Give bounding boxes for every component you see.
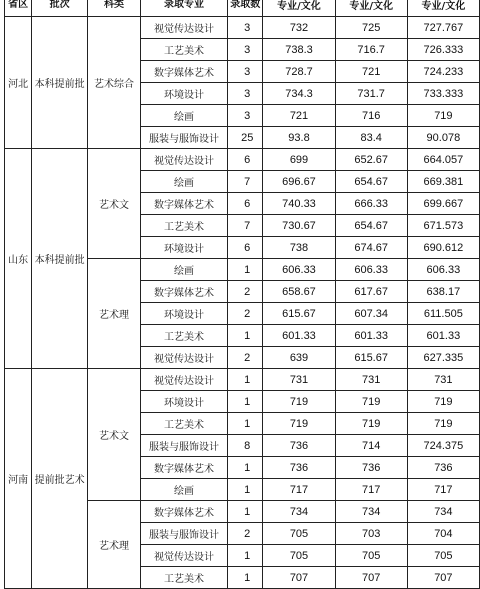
count-cell: 3 (228, 39, 263, 61)
max-score-cell: 707 (263, 567, 335, 589)
major-cell: 视觉传达设计 (140, 545, 227, 567)
avg-score-cell: 724.375 (407, 435, 479, 457)
avg-score-cell: 733.333 (407, 83, 479, 105)
header-avg-score (407, 0, 479, 17)
category-cell: 艺术理 (88, 259, 141, 369)
min-score-cell: 705 (335, 545, 407, 567)
category-cell: 艺术文 (88, 149, 141, 259)
min-score-cell: 731.7 (335, 83, 407, 105)
major-cell: 环境设计 (140, 391, 227, 413)
max-score-cell: 699 (263, 149, 335, 171)
max-score-cell: 731 (263, 369, 335, 391)
avg-score-cell: 719 (407, 105, 479, 127)
max-score-cell: 730.67 (263, 215, 335, 237)
major-cell: 环境设计 (140, 83, 227, 105)
major-cell: 视觉传达设计 (140, 17, 227, 39)
max-score-cell: 736 (263, 435, 335, 457)
avg-score-cell: 690.612 (407, 237, 479, 259)
major-cell: 视觉传达设计 (140, 369, 227, 391)
max-score-cell: 719 (263, 413, 335, 435)
min-score-cell: 674.67 (335, 237, 407, 259)
category-cell: 艺术综合 (88, 17, 141, 149)
avg-score-cell: 705 (407, 545, 479, 567)
min-score-cell: 654.67 (335, 171, 407, 193)
category-cell: 艺术理 (88, 501, 141, 589)
count-cell: 1 (228, 259, 263, 281)
min-score-cell: 654.67 (335, 215, 407, 237)
count-cell: 1 (228, 501, 263, 523)
avg-score-cell: 726.333 (407, 39, 479, 61)
major-cell: 视觉传达设计 (140, 149, 227, 171)
count-cell: 1 (228, 457, 263, 479)
major-cell: 绘画 (140, 479, 227, 501)
max-score-cell: 740.33 (263, 193, 335, 215)
avg-score-cell: 719 (407, 391, 479, 413)
count-cell: 6 (228, 193, 263, 215)
avg-score-cell: 638.17 (407, 281, 479, 303)
major-cell: 数字媒体艺术 (140, 501, 227, 523)
min-score-cell: 617.67 (335, 281, 407, 303)
count-cell: 1 (228, 325, 263, 347)
header-min-score-label: 专业/文化 (349, 1, 393, 12)
header-max-score-label: 专业/文化 (277, 1, 321, 12)
batch-cell: 本科提前批 (32, 149, 88, 369)
min-score-cell: 666.33 (335, 193, 407, 215)
avg-score-cell: 727.767 (407, 17, 479, 39)
count-cell: 3 (228, 17, 263, 39)
max-score-cell: 738.3 (263, 39, 335, 61)
max-score-cell: 734.3 (263, 83, 335, 105)
category-cell: 艺术文 (88, 369, 141, 501)
batch-cell: 提前批艺术 (32, 369, 88, 589)
min-score-cell: 606.33 (335, 259, 407, 281)
min-score-cell: 707 (335, 567, 407, 589)
major-cell: 工艺美术 (140, 413, 227, 435)
count-cell: 1 (228, 479, 263, 501)
max-score-cell: 639 (263, 347, 335, 369)
min-score-cell: 652.67 (335, 149, 407, 171)
header-batch: 批次 (32, 0, 88, 17)
max-score-cell: 705 (263, 523, 335, 545)
count-cell: 25 (228, 127, 263, 149)
max-score-cell: 736 (263, 457, 335, 479)
count-cell: 3 (228, 105, 263, 127)
min-score-cell: 725 (335, 17, 407, 39)
min-score-cell: 601.33 (335, 325, 407, 347)
min-score-cell: 703 (335, 523, 407, 545)
avg-score-cell: 717 (407, 479, 479, 501)
major-cell: 工艺美术 (140, 567, 227, 589)
avg-score-cell: 734 (407, 501, 479, 523)
province-cell: 河南 (5, 369, 32, 589)
batch-cell: 本科提前批 (32, 17, 88, 149)
major-cell: 数字媒体艺术 (140, 457, 227, 479)
max-score-cell: 606.33 (263, 259, 335, 281)
count-cell: 1 (228, 413, 263, 435)
header-min-score (335, 0, 407, 17)
count-cell: 1 (228, 369, 263, 391)
max-score-cell: 734 (263, 501, 335, 523)
max-score-cell: 93.8 (263, 127, 335, 149)
province-cell: 山东 (5, 149, 32, 369)
min-score-cell: 607.34 (335, 303, 407, 325)
min-score-cell: 721 (335, 61, 407, 83)
major-cell: 视觉传达设计 (140, 347, 227, 369)
count-cell: 1 (228, 567, 263, 589)
avg-score-cell: 669.381 (407, 171, 479, 193)
major-cell: 工艺美术 (140, 215, 227, 237)
avg-score-cell: 671.573 (407, 215, 479, 237)
header-avg-score-label: 专业/文化 (421, 1, 466, 12)
max-score-cell: 738 (263, 237, 335, 259)
min-score-cell: 719 (335, 391, 407, 413)
avg-score-cell: 90.078 (407, 127, 479, 149)
min-score-cell: 615.67 (335, 347, 407, 369)
max-score-cell: 658.67 (263, 281, 335, 303)
major-cell: 服装与服饰设计 (140, 523, 227, 545)
admission-table (4, 0, 480, 589)
major-cell: 环境设计 (140, 237, 227, 259)
max-score-cell: 601.33 (263, 325, 335, 347)
min-score-cell: 716 (335, 105, 407, 127)
min-score-cell: 717 (335, 479, 407, 501)
max-score-cell: 615.67 (263, 303, 335, 325)
count-cell: 2 (228, 523, 263, 545)
min-score-cell: 734 (335, 501, 407, 523)
avg-score-cell: 736 (407, 457, 479, 479)
table-row (5, 17, 480, 39)
avg-score-cell: 627.335 (407, 347, 479, 369)
avg-score-cell: 704 (407, 523, 479, 545)
header-major: 录取专业 (140, 0, 227, 17)
avg-score-cell: 664.057 (407, 149, 479, 171)
count-cell: 1 (228, 391, 263, 413)
max-score-cell: 728.7 (263, 61, 335, 83)
avg-score-cell: 611.505 (407, 303, 479, 325)
count-cell: 7 (228, 215, 263, 237)
header-count: 录取数 (228, 0, 263, 17)
count-cell: 1 (228, 545, 263, 567)
major-cell: 服装与服饰设计 (140, 127, 227, 149)
major-cell: 环境设计 (140, 303, 227, 325)
table-body (5, 17, 480, 589)
min-score-cell: 731 (335, 369, 407, 391)
count-cell: 8 (228, 435, 263, 457)
max-score-cell: 696.67 (263, 171, 335, 193)
max-score-cell: 719 (263, 391, 335, 413)
header-max-score (263, 0, 335, 17)
max-score-cell: 732 (263, 17, 335, 39)
min-score-cell: 736 (335, 457, 407, 479)
min-score-cell: 83.4 (335, 127, 407, 149)
min-score-cell: 714 (335, 435, 407, 457)
major-cell: 数字媒体艺术 (140, 193, 227, 215)
major-cell: 工艺美术 (140, 325, 227, 347)
header-province: 省区 (5, 0, 32, 17)
min-score-cell: 719 (335, 413, 407, 435)
avg-score-cell: 606.33 (407, 259, 479, 281)
major-cell: 绘画 (140, 105, 227, 127)
count-cell: 3 (228, 83, 263, 105)
count-cell: 2 (228, 303, 263, 325)
max-score-cell: 705 (263, 545, 335, 567)
avg-score-cell: 707 (407, 567, 479, 589)
major-cell: 绘画 (140, 171, 227, 193)
table-row (5, 149, 480, 171)
count-cell: 3 (228, 61, 263, 83)
province-cell: 河北 (5, 17, 32, 149)
count-cell: 7 (228, 171, 263, 193)
header-category: 科类 (88, 0, 141, 17)
major-cell: 绘画 (140, 259, 227, 281)
avg-score-cell: 719 (407, 413, 479, 435)
count-cell: 6 (228, 237, 263, 259)
avg-score-cell: 699.667 (407, 193, 479, 215)
max-score-cell: 721 (263, 105, 335, 127)
major-cell: 工艺美术 (140, 39, 227, 61)
major-cell: 数字媒体艺术 (140, 61, 227, 83)
avg-score-cell: 601.33 (407, 325, 479, 347)
avg-score-cell: 724.233 (407, 61, 479, 83)
min-score-cell: 716.7 (335, 39, 407, 61)
count-cell: 2 (228, 281, 263, 303)
major-cell: 服装与服饰设计 (140, 435, 227, 457)
count-cell: 6 (228, 149, 263, 171)
max-score-cell: 717 (263, 479, 335, 501)
count-cell: 2 (228, 347, 263, 369)
major-cell: 数字媒体艺术 (140, 281, 227, 303)
table-row (5, 369, 480, 391)
avg-score-cell: 731 (407, 369, 479, 391)
header-row (5, 0, 480, 17)
